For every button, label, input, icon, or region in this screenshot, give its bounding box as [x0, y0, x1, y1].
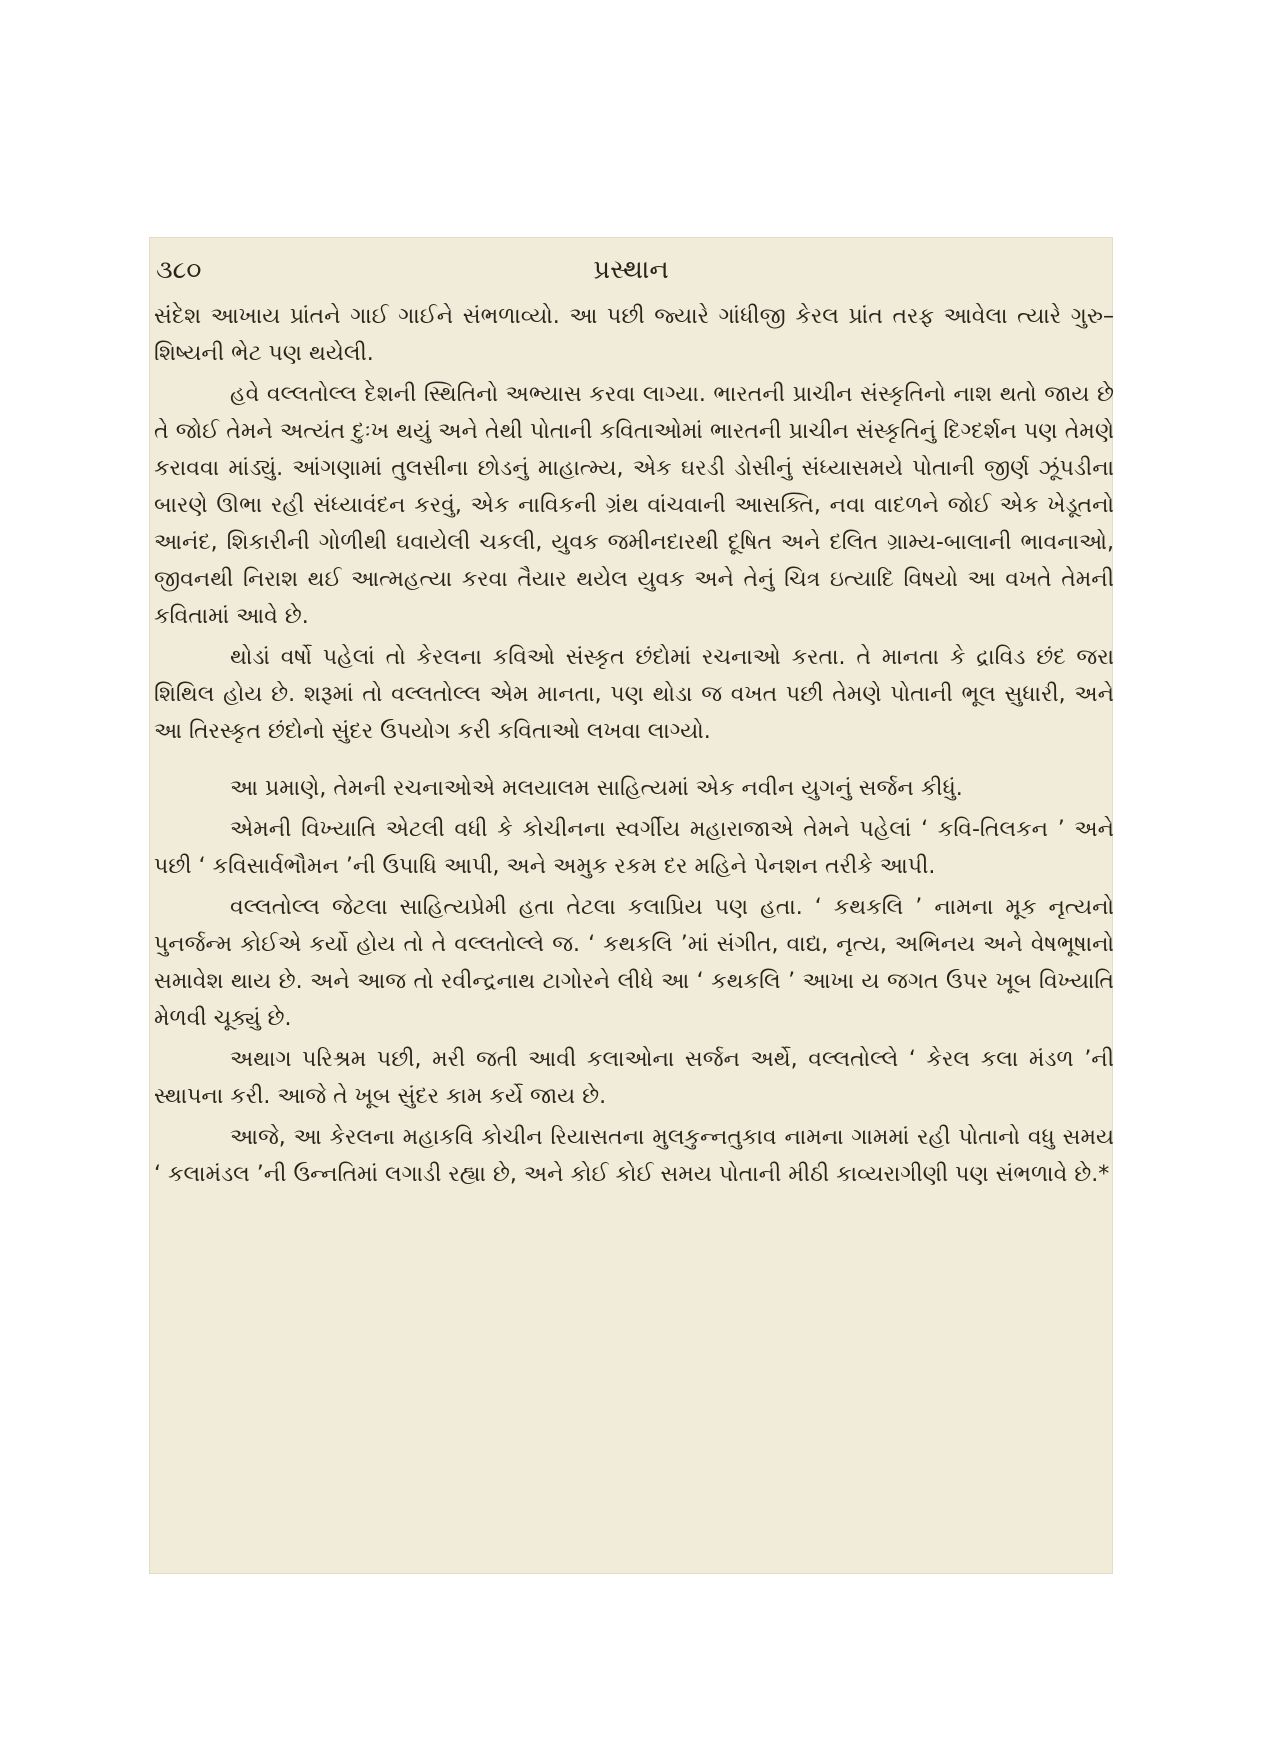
paragraph-final: આજે, આ કેરલના મહાકવિ કોચીન રિયાસતના મુલકુન્નતુકાવ નામના ગામમાં રહી પોતાનો વધુ સમય ‘ કલામંડલ ’ની ઉન્નતિમાં લગાડી રહ્યા છે, અને કોઈ કોઈ સમય પોતાની મીઠી કાવ્યરાગીણી પણ સંભળાવે છે.* — [154, 1125, 1114, 1187]
paragraph: વલ્લતોલ્લ જેટલા સાહિત્યપ્રેમી હતા તેટલા કલાપ્રિય પણ હતા. ‘ કથકલિ ’ નામના મૂક નૃત્યનો પુનર્જન્મ કોઈએ કર્યો હોય તો તે વલ્લતોલ્લે જ. ‘ કથકલિ ’માં સંગીત, વાદ્ય, નૃત્ય, અભિનય અને વેષભૂષાનો સમાવેશ થાય છે. અને આજ તો રવીન્દ્રનાથ ટાગોરને લીધે આ ‘ કથકલિ ’ આખા ય જગત ઉપર ખૂબ વિખ્યાતિ મેળવી ચૂક્યું છે. — [154, 895, 1114, 1031]
paragraph: હવે વલ્લતોલ્લ દેશની સ્થિતિનો અભ્યાસ કરવા લાગ્યા. ભારતની પ્રાચીન સંસ્કૃતિનો નાશ થતો જાય છે તે જોઈ તેમને અત્યંત દુઃખ થયું અને તેથી પોતાની કવિતાઓમાં ભારતની પ્રાચીન સંસ્કૃતિનું દિગ્દર્શન પણ તેમણે કરાવવા માંડ્યું. આંગણામાં તુલસીના છોડનું માહાત્મ્ય, એક ઘરડી ડોસીનું સંધ્યાસમયે પોતાની જીર્ણ ઝૂંપડીના બારણે ઊભા રહી સંધ્યાવંદન કરવું, એક નાવિકની ગ્રંથ વાંચવાની આસક્તિ, નવા વાદળને જોઈ એક ખેડૂતનો આનંદ, શિકારીની ગોળીથી ઘવાયેલી ચકલી, યુવક જમીનદારથી દૂષિત અને દલિત ગ્રામ્ય-બાલાની ભાવનાઓ, જીવનથી નિરાશ થઈ આત્મહત્યા કરવા તૈયાર થયેલ યુવક અને તેનું ચિત્ર ઇત્યાદિ વિષયો આ વખતે તેમની કવિતામાં આવે છે. — [154, 382, 1114, 629]
paragraph: થોડાં વર્ષો પહેલાં તો કેરલના કવિઓ સંસ્કૃત છંદોમાં રચનાઓ કરતા. તે માનતા કે દ્રાવિડ છંદ જરા શિથિલ હોય છે. શરૂમાં તો વલ્લતોલ્લ એમ માનતા, પણ થોડા જ વખત પછી તેમણે પોતાની ભૂલ સુધારી, અને આ તિરસ્કૃત છંદોનો સુંદર ઉપયોગ કરી કવિતાઓ લખવા લાગ્યો. — [154, 645, 1114, 744]
running-head-title: પ્રસ્થાન — [593, 255, 669, 285]
paragraph: અથાગ પરિશ્રમ પછી, મરી જતી આવી કલાઓના સર્જન અર્થે, વલ્લતોલ્લે ‘ કેરલ કલા મંડળ ’ની સ્થાપના કરી. આજે તે ખૂબ સુંદર કામ કર્યે જાય છે. — [154, 1047, 1114, 1109]
paragraph-continuation: સંદેશ આખાય પ્રાંતને ગાઈ ગાઈને સંભળાવ્યો. આ પછી જ્યારે ગાંધીજી કેરલ પ્રાંત તરફ આવેલા ત્યારે ગુરુ–શિષ્યની ભેટ પણ થયેલી. — [154, 304, 1114, 366]
body-text — [154, 298, 1114, 1197]
book-page — [150, 238, 1112, 1573]
page-header — [150, 250, 1112, 290]
page-number: ૩૮૦ — [156, 255, 202, 284]
paragraph: એમની વિખ્યાતિ એટલી વધી કે કોચીનના સ્વર્ગીય મહારાજાએ તેમને પહેલાં ‘ કવિ-તિલકન ’ અને પછી ‘ કવિસાર્વભૌમન ’ની ઉપાધિ આપી, અને અમુક રકમ દર મહિને પેનશન તરીકે આપી. — [154, 817, 1114, 879]
paragraph: આ પ્રમાણે, તેમની રચનાઓએ મલયાલમ સાહિત્યમાં એક નવીન યુગનું સર્જન કીધું. — [230, 776, 963, 801]
